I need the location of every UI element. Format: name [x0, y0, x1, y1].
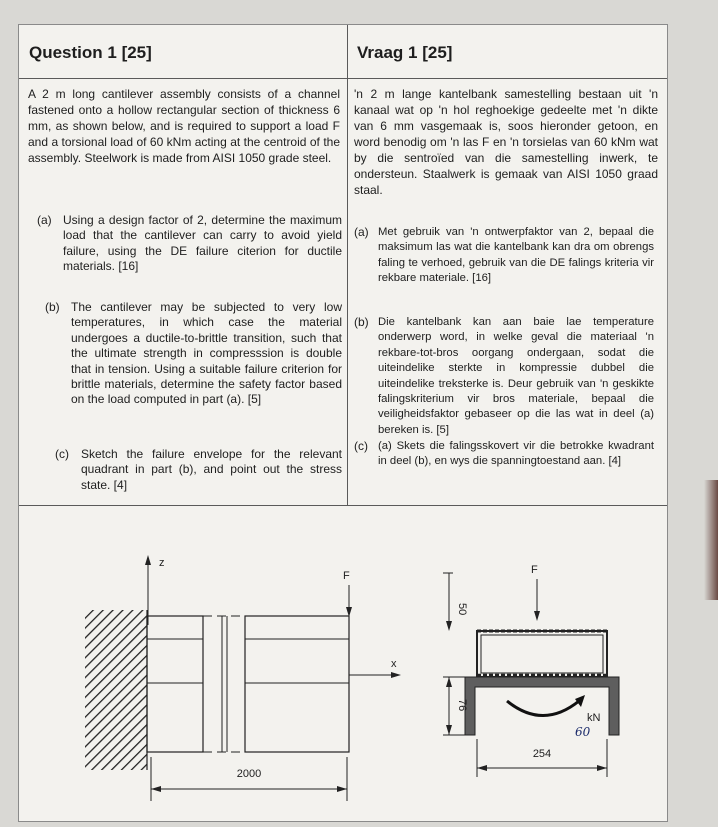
part-a-label: (a) [37, 213, 52, 227]
dim-76-arrow-top [446, 677, 452, 687]
part-a-text: Using a design factor of 2, determine the maximum load that the cantilever can carry to avoid yield failure, using the DE failure citerion for ductile materials. [16] [63, 213, 342, 274]
part-a-label-af: (a) [354, 225, 369, 239]
beam-segment-left [147, 616, 203, 752]
cantilever-diagram [19, 525, 667, 821]
question-title-english: Question 1 [25] [29, 43, 152, 62]
hollow-section-inner [481, 635, 603, 673]
beam-segment-right [245, 616, 349, 752]
part-b-text-af: Die kantelbank kan aan baie lae temperature onderwerp word, in welke geval die materiaal 'n rekbare-tot-bros oorgang ondergaan, sodat die uiteindelike sterkte in kompressie dubbel die uiteindelike treksterke is. Deur gebruik van 'n geskikte falingskriterium vir bros materiale, bepaal die veiligheidsfaktor gebaseer op die las wat in deel (a) bereken is. [5] [378, 316, 654, 436]
part-c-text: Sketch the failure envelope for the relevant quadrant in part (b), and point out the stress state. [4] [81, 447, 342, 492]
channel-section [465, 677, 619, 735]
dim-254-arrow-left [477, 765, 487, 771]
header-divider [19, 78, 667, 79]
intro-afrikaans: 'n 2 m lange kantelbank samestelling bestaan uit 'n kanaal wat op 'n hol reghoekige gedeelte met 'n dikte van 6 mm vasgemaak is, soos hieronder getoon, en word benodig om 'n las F en 'n torsielas van 60 kNm wat by die sentroïed van die samestelling inwerk, te ondersteun. Staalwerk is gemaak van AISI 1050 graad staal. [354, 87, 658, 197]
part-b-text: The cantilever may be subjected to very low temperatures, in which case the material undergoes a ductile-to-brittle transition, such that the ultimate strength in compresssion is double that in tension. Using a suitable failure criterion for brittle materials, determine the safety factor based on the load computed in part (a). [5] [71, 300, 342, 407]
question-title-afrikaans: Vraag 1 [25] [357, 43, 453, 62]
load-f-label-side: F [343, 570, 350, 582]
part-c-label: (c) [55, 447, 69, 461]
torque-unit-label: kN [587, 712, 601, 724]
x-label: x [391, 658, 397, 670]
dim-50-value: 50 [456, 603, 468, 616]
x-axis-arrow [391, 672, 401, 678]
length-dim-value: 2000 [236, 768, 262, 780]
load-f-arrowhead-section [534, 611, 540, 621]
wall-hatching [85, 610, 147, 770]
z-label: z [159, 557, 165, 569]
z-axis-arrow [145, 555, 151, 565]
hollow-section-outer [477, 631, 607, 677]
load-f-label-section: F [531, 564, 538, 576]
length-arrow-right [337, 786, 347, 792]
dim-76-arrow-bottom [446, 725, 452, 735]
dim-254-value: 254 [532, 748, 552, 760]
torque-handwritten-value: 60 [575, 725, 591, 739]
page-edge-shadow [704, 480, 718, 600]
part-c-text-af: (a) Skets die falingsskovert vir die betrokke kwadrant in deel (b), en wys die spanningtoestand aan. [4] [378, 440, 654, 468]
text-diagram-divider [19, 505, 667, 506]
dim-76-value: 76 [456, 699, 468, 712]
column-divider [347, 25, 348, 505]
exam-sheet [18, 24, 668, 822]
torque-arrowhead [575, 695, 585, 707]
part-a-text-af: Met gebruik van 'n ontwerpfaktor van 2, bepaal die maksimum las wat die kantelbank kan dra om obrengs faling te verhoed, gebruik van die DE falings kriteria vir rekbare materiale. [16] [378, 226, 654, 285]
intro-english: A 2 m long cantilever assembly consists of a channel fastened onto a hollow rectangular section of thickness 6 mm, as shown below, and is required to support a load F and a torsional load of 60 kNm acting at the centroid of the assembly. Steelwork is made from AISI 1050 grade steel. [28, 87, 340, 165]
part-b-label: (b) [45, 300, 60, 314]
dim-254-arrow-right [597, 765, 607, 771]
part-c-label-af: (c) [354, 439, 368, 453]
torque-arc [507, 701, 579, 716]
dim-50-arrow [446, 621, 452, 631]
length-arrow-left [151, 786, 161, 792]
part-b-label-af: (b) [354, 315, 369, 329]
